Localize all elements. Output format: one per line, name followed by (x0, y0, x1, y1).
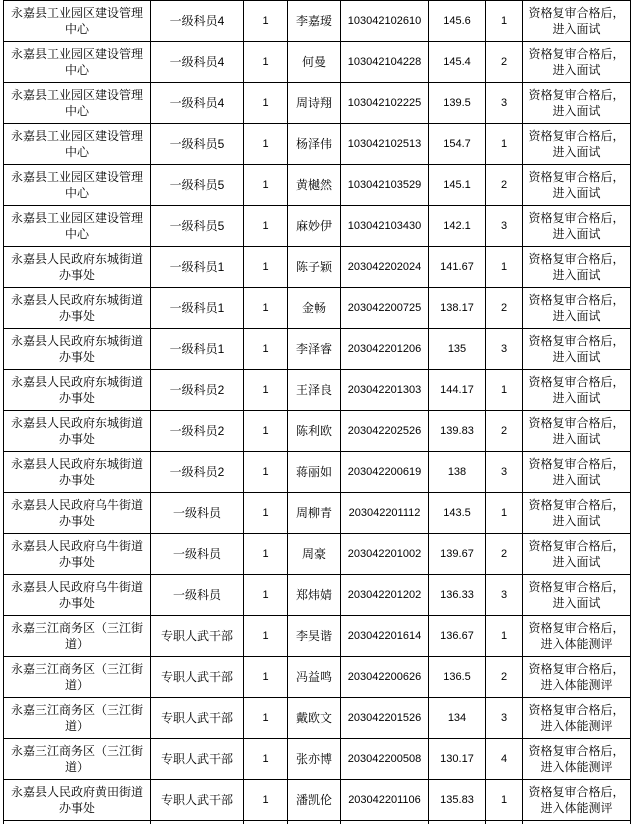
quota-cell: 1 (244, 780, 288, 821)
position-cell: 一级科员5 (151, 206, 244, 247)
name-cell: 张亦博 (288, 739, 341, 780)
table-row (4, 42, 631, 83)
name-cell: 黄樾然 (288, 165, 341, 206)
partial-cell (486, 821, 523, 824)
table-row (4, 780, 631, 821)
partial-cell (151, 821, 244, 824)
rank-cell: 1 (486, 247, 523, 288)
quota-cell: 1 (244, 616, 288, 657)
name-cell: 李昊谐 (288, 616, 341, 657)
rank-cell: 2 (486, 534, 523, 575)
quota-cell: 1 (244, 657, 288, 698)
name-cell: 何曼 (288, 42, 341, 83)
score-cell: 136.67 (429, 616, 486, 657)
table-row (4, 657, 631, 698)
quota-cell: 1 (244, 493, 288, 534)
quota-cell: 1 (244, 534, 288, 575)
partial-cell (429, 821, 486, 824)
note-cell: 资格复审合格后，进入体能测评 (523, 780, 631, 821)
score-cell: 138 (429, 452, 486, 493)
rank-cell: 3 (486, 452, 523, 493)
score-cell: 154.7 (429, 124, 486, 165)
unit-cell: 永嘉县人民政府乌牛街道办事处 (4, 493, 151, 534)
score-cell: 143.5 (429, 493, 486, 534)
name-cell: 陈子颖 (288, 247, 341, 288)
quota-cell: 1 (244, 411, 288, 452)
score-cell: 142.1 (429, 206, 486, 247)
note-cell: 资格复审合格后，进入面试 (523, 411, 631, 452)
position-cell: 一级科员5 (151, 165, 244, 206)
unit-cell: 永嘉三江商务区（三江街道） (4, 657, 151, 698)
unit-cell: 永嘉县工业园区建设管理中心 (4, 83, 151, 124)
table-row (4, 329, 631, 370)
unit-cell: 永嘉县人民政府东城街道办事处 (4, 452, 151, 493)
rank-cell: 2 (486, 165, 523, 206)
table-viewport (3, 0, 632, 825)
name-cell: 周豪 (288, 534, 341, 575)
rank-cell: 1 (486, 780, 523, 821)
name-cell: 李嘉瑷 (288, 1, 341, 42)
score-cell: 144.17 (429, 370, 486, 411)
table-row (4, 452, 631, 493)
name-cell: 王泽良 (288, 370, 341, 411)
unit-cell: 永嘉县人民政府东城街道办事处 (4, 288, 151, 329)
table-row (4, 534, 631, 575)
note-cell: 资格复审合格后，进入面试 (523, 493, 631, 534)
rank-cell: 3 (486, 83, 523, 124)
name-cell: 戴欧文 (288, 698, 341, 739)
quota-cell: 1 (244, 698, 288, 739)
partial-cell (523, 821, 631, 824)
position-cell: 专职人武干部 (151, 616, 244, 657)
position-cell: 一级科员 (151, 493, 244, 534)
quota-cell: 1 (244, 575, 288, 616)
exam-id-cell: 103042103430 (341, 206, 429, 247)
exam-id-cell: 103042103529 (341, 165, 429, 206)
position-cell: 一级科员2 (151, 452, 244, 493)
exam-id-cell: 103042104228 (341, 42, 429, 83)
note-cell: 资格复审合格后，进入面试 (523, 42, 631, 83)
table-row (4, 247, 631, 288)
unit-cell: 永嘉三江商务区（三江街道） (4, 739, 151, 780)
note-cell: 资格复审合格后，进入面试 (523, 83, 631, 124)
unit-cell: 永嘉县工业园区建设管理中心 (4, 165, 151, 206)
exam-id-cell: 203042201112 (341, 493, 429, 534)
score-cell: 138.17 (429, 288, 486, 329)
quota-cell: 1 (244, 329, 288, 370)
rank-cell: 2 (486, 411, 523, 452)
note-cell: 资格复审合格后，进入面试 (523, 370, 631, 411)
exam-id-cell: 203042201614 (341, 616, 429, 657)
name-cell: 郑炜婧 (288, 575, 341, 616)
unit-cell: 永嘉三江商务区（三江街道） (4, 698, 151, 739)
name-cell: 李泽睿 (288, 329, 341, 370)
results-table (3, 0, 631, 824)
table-row (4, 575, 631, 616)
score-cell: 134 (429, 698, 486, 739)
table-row (4, 370, 631, 411)
partial-cell (244, 821, 288, 824)
unit-cell: 永嘉县人民政府黄田街道办事处 (4, 780, 151, 821)
unit-cell: 永嘉县人民政府东城街道办事处 (4, 329, 151, 370)
name-cell: 周诗翔 (288, 83, 341, 124)
note-cell: 资格复审合格后，进入面试 (523, 575, 631, 616)
table-row (4, 165, 631, 206)
quota-cell: 1 (244, 370, 288, 411)
score-cell: 141.67 (429, 247, 486, 288)
rank-cell: 4 (486, 739, 523, 780)
rank-cell: 2 (486, 657, 523, 698)
exam-id-cell: 103042102610 (341, 1, 429, 42)
note-cell: 资格复审合格后，进入面试 (523, 329, 631, 370)
unit-cell: 永嘉三江商务区（三江街道） (4, 616, 151, 657)
exam-id-cell: 203042202024 (341, 247, 429, 288)
table-row (4, 493, 631, 534)
quota-cell: 1 (244, 165, 288, 206)
exam-id-cell: 103042102225 (341, 83, 429, 124)
quota-cell: 1 (244, 247, 288, 288)
table-row (4, 411, 631, 452)
position-cell: 一级科员2 (151, 411, 244, 452)
table-row (4, 124, 631, 165)
quota-cell: 1 (244, 206, 288, 247)
name-cell: 麻妙伊 (288, 206, 341, 247)
name-cell: 杨泽伟 (288, 124, 341, 165)
quota-cell: 1 (244, 452, 288, 493)
rank-cell: 3 (486, 575, 523, 616)
exam-id-cell: 203042200725 (341, 288, 429, 329)
score-cell: 139.5 (429, 83, 486, 124)
unit-cell: 永嘉县工业园区建设管理中心 (4, 42, 151, 83)
table-row (4, 616, 631, 657)
rank-cell: 3 (486, 698, 523, 739)
position-cell: 专职人武干部 (151, 657, 244, 698)
name-cell: 蒋丽如 (288, 452, 341, 493)
score-cell: 130.17 (429, 739, 486, 780)
name-cell: 冯益鸣 (288, 657, 341, 698)
unit-cell: 永嘉县工业园区建设管理中心 (4, 206, 151, 247)
note-cell: 资格复审合格后，进入面试 (523, 452, 631, 493)
rank-cell: 1 (486, 124, 523, 165)
quota-cell: 1 (244, 1, 288, 42)
position-cell: 一级科员2 (151, 370, 244, 411)
exam-id-cell: 203042201303 (341, 370, 429, 411)
note-cell: 资格复审合格后，进入体能测评 (523, 657, 631, 698)
unit-cell: 永嘉县工业园区建设管理中心 (4, 1, 151, 42)
score-cell: 145.6 (429, 1, 486, 42)
unit-cell: 永嘉县人民政府乌牛街道办事处 (4, 534, 151, 575)
exam-id-cell: 203042200619 (341, 452, 429, 493)
unit-cell: 永嘉县工业园区建设管理中心 (4, 124, 151, 165)
position-cell: 一级科员4 (151, 1, 244, 42)
unit-cell: 永嘉县人民政府东城街道办事处 (4, 370, 151, 411)
rank-cell: 1 (486, 616, 523, 657)
score-cell: 139.67 (429, 534, 486, 575)
score-cell: 145.4 (429, 42, 486, 83)
table-row (4, 288, 631, 329)
table-row-partial (4, 821, 631, 824)
quota-cell: 1 (244, 83, 288, 124)
score-cell: 135.83 (429, 780, 486, 821)
exam-id-cell: 203042200508 (341, 739, 429, 780)
quota-cell: 1 (244, 124, 288, 165)
rank-cell: 2 (486, 288, 523, 329)
note-cell: 资格复审合格后，进入体能测评 (523, 698, 631, 739)
note-cell: 资格复审合格后，进入体能测评 (523, 739, 631, 780)
note-cell: 资格复审合格后，进入面试 (523, 165, 631, 206)
exam-id-cell: 203042201002 (341, 534, 429, 575)
table-row (4, 83, 631, 124)
rank-cell: 1 (486, 493, 523, 534)
position-cell: 一级科员4 (151, 83, 244, 124)
exam-id-cell: 103042102513 (341, 124, 429, 165)
score-cell: 136.33 (429, 575, 486, 616)
note-cell: 资格复审合格后，进入面试 (523, 1, 631, 42)
position-cell: 一级科员 (151, 575, 244, 616)
position-cell: 专职人武干部 (151, 739, 244, 780)
exam-id-cell: 203042200626 (341, 657, 429, 698)
name-cell: 金畅 (288, 288, 341, 329)
table-row (4, 1, 631, 42)
unit-cell: 永嘉县人民政府东城街道办事处 (4, 411, 151, 452)
position-cell: 一级科员4 (151, 42, 244, 83)
unit-cell: 永嘉县人民政府东城街道办事处 (4, 247, 151, 288)
name-cell: 潘凯伦 (288, 780, 341, 821)
exam-id-cell: 203042201106 (341, 780, 429, 821)
position-cell: 一级科员1 (151, 329, 244, 370)
note-cell: 资格复审合格后，进入面试 (523, 124, 631, 165)
partial-cell (341, 821, 429, 824)
score-cell: 135 (429, 329, 486, 370)
name-cell: 周柳青 (288, 493, 341, 534)
quota-cell: 1 (244, 288, 288, 329)
rank-cell: 1 (486, 370, 523, 411)
quota-cell: 1 (244, 739, 288, 780)
rank-cell: 3 (486, 329, 523, 370)
results-table-body (4, 1, 631, 824)
exam-id-cell: 203042201526 (341, 698, 429, 739)
name-cell: 陈利欧 (288, 411, 341, 452)
rank-cell: 3 (486, 206, 523, 247)
score-cell: 139.83 (429, 411, 486, 452)
exam-id-cell: 203042201202 (341, 575, 429, 616)
note-cell: 资格复审合格后，进入面试 (523, 206, 631, 247)
position-cell: 一级科员1 (151, 247, 244, 288)
table-row (4, 698, 631, 739)
position-cell: 一级科员 (151, 534, 244, 575)
position-cell: 专职人武干部 (151, 698, 244, 739)
position-cell: 一级科员1 (151, 288, 244, 329)
exam-id-cell: 203042201206 (341, 329, 429, 370)
table-row (4, 206, 631, 247)
note-cell: 资格复审合格后，进入面试 (523, 288, 631, 329)
note-cell: 资格复审合格后，进入面试 (523, 247, 631, 288)
note-cell: 资格复审合格后，进入体能测评 (523, 616, 631, 657)
score-cell: 136.5 (429, 657, 486, 698)
quota-cell: 1 (244, 42, 288, 83)
score-cell: 145.1 (429, 165, 486, 206)
unit-cell: 永嘉县人民政府乌牛街道办事处 (4, 575, 151, 616)
partial-cell (4, 821, 151, 824)
rank-cell: 1 (486, 1, 523, 42)
partial-cell (288, 821, 341, 824)
note-cell: 资格复审合格后，进入面试 (523, 534, 631, 575)
rank-cell: 2 (486, 42, 523, 83)
exam-id-cell: 203042202526 (341, 411, 429, 452)
position-cell: 专职人武干部 (151, 780, 244, 821)
table-row (4, 739, 631, 780)
position-cell: 一级科员5 (151, 124, 244, 165)
